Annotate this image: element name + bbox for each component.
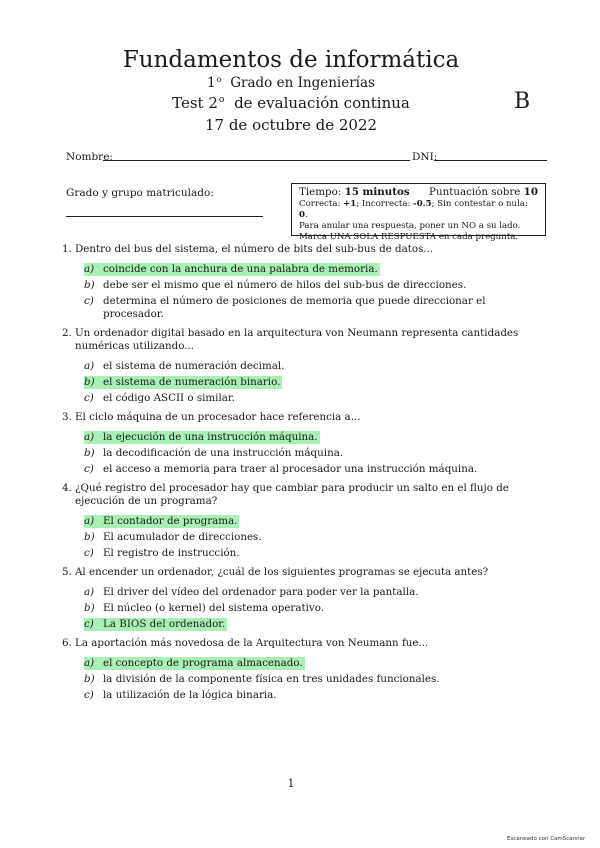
answer-content: [84, 531, 262, 544]
time-value: 15 minutos: [344, 186, 410, 198]
option-label: a): [84, 515, 95, 527]
grade-group-label: Grado y grupo matriculado:: [66, 187, 214, 199]
test-line: [0, 93, 582, 113]
score-value: 10: [523, 186, 538, 198]
question-5: [62, 566, 537, 631]
dni-label: DNI:: [412, 151, 438, 163]
answer-content: [84, 447, 343, 460]
question-text: Un ordenador digital basado en la arquitectura von Neumann representa cantidades numéricas utilizando...: [75, 327, 519, 352]
highlighted-answer: [84, 263, 380, 276]
name-label: Nombre:: [66, 151, 113, 163]
question-2: [62, 327, 537, 405]
cancel-instruction: Para anular una respuesta, poner un NO a su lado.: [299, 221, 521, 231]
name-field-line[interactable]: [103, 160, 410, 161]
option-label: a): [84, 263, 95, 275]
answer-option[interactable]: [84, 689, 537, 702]
question-stem: [62, 243, 537, 256]
question-text: ¿Qué registro del procesador hay que cambiar para producir un salto en el flujo de ejecución de un programa?: [75, 482, 509, 507]
score-label: Puntuación sobre: [429, 186, 521, 198]
answer-option[interactable]: [84, 531, 537, 544]
highlighted-answer: [84, 515, 239, 528]
question-4: [62, 482, 537, 560]
option-list: [84, 657, 537, 702]
option-label: c): [84, 463, 94, 475]
scoring-rules: [299, 199, 538, 221]
option-label: b): [84, 376, 95, 388]
test-name: de evaluación continua: [234, 94, 410, 112]
degree-ordinal: o: [216, 73, 222, 84]
correct-label: Correcta:: [299, 199, 341, 209]
question-stem: [62, 637, 537, 650]
blank-label: ; Sin contestar o nula:: [431, 199, 528, 209]
option-label: b): [84, 279, 95, 291]
option-text: El driver del vídeo del ordenador para poder ver la pantalla.: [103, 586, 419, 598]
answer-option[interactable]: [84, 431, 537, 444]
answer-option[interactable]: [84, 376, 537, 389]
answer-option[interactable]: [84, 360, 537, 373]
page-number: 1: [287, 777, 295, 790]
option-text: El acumulador de direcciones.: [103, 531, 262, 543]
answer-content: [84, 547, 240, 560]
question-number: 3.: [62, 411, 72, 423]
incorrect-value: -0.5: [413, 199, 432, 209]
answer-option[interactable]: [84, 392, 537, 405]
question-stem: [62, 566, 537, 579]
time-info: [299, 186, 410, 199]
option-text: el acceso a memoria para traer al procesador una instrucción máquina.: [103, 463, 478, 475]
option-label: a): [84, 431, 95, 443]
period: .: [304, 210, 308, 220]
correct-value: +1: [343, 199, 357, 209]
test-ordinal: o: [218, 94, 225, 106]
answer-option[interactable]: [84, 586, 537, 599]
answer-content: [84, 360, 284, 373]
answer-option[interactable]: [84, 602, 537, 615]
option-text: la decodificación de una instrucción máquina.: [103, 447, 344, 459]
option-label: c): [84, 392, 94, 404]
highlighted-answer: [84, 431, 320, 444]
option-list: [84, 515, 537, 560]
degree-number: 1: [207, 75, 216, 91]
dni-field-line[interactable]: [434, 160, 547, 161]
answer-content: [84, 602, 324, 615]
option-list: [84, 431, 537, 476]
option-text: la utilización de la lógica binaria.: [103, 689, 277, 701]
degree-line: [0, 74, 582, 92]
option-label: b): [84, 602, 95, 614]
exam-date: 17 de octubre de 2022: [204, 116, 378, 134]
option-label: c): [84, 689, 94, 701]
answer-option[interactable]: [84, 618, 537, 631]
option-label: b): [84, 673, 95, 685]
option-text: El núcleo (o kernel) del sistema operativo.: [103, 602, 325, 614]
answer-option[interactable]: [84, 263, 537, 276]
highlighted-answer: [84, 618, 227, 631]
test-number: Test 2: [172, 94, 218, 112]
grade-group-field-line[interactable]: [66, 216, 263, 217]
option-text: la ejecución de una instrucción máquina.: [103, 431, 318, 443]
question-3: [62, 411, 537, 476]
scanner-watermark: Escaneado con CamScanner: [507, 836, 586, 842]
option-text: el concepto de programa almacenado.: [103, 657, 303, 669]
option-text: el sistema de numeración binario.: [103, 376, 281, 388]
question-stem: [62, 411, 537, 424]
option-label: a): [84, 586, 95, 598]
option-text: El contador de programa.: [103, 515, 238, 527]
answer-option[interactable]: [84, 657, 537, 670]
answer-content: [84, 586, 419, 599]
option-text: El registro de instrucción.: [103, 547, 240, 559]
question-text: La aportación más novedosa de la Arquitectura von Neumann fue...: [75, 637, 429, 649]
degree-name: Grado en Ingenierías: [230, 75, 375, 91]
instructions-box: [291, 183, 546, 242]
highlighted-answer: [84, 657, 305, 670]
answer-option[interactable]: [84, 279, 537, 292]
question-text: Dentro del bus del sistema, el número de bits del sub-bus de datos...: [75, 243, 434, 255]
question-1: [62, 243, 537, 321]
question-number: 4.: [62, 482, 72, 494]
option-text: el sistema de numeración decimal.: [103, 360, 285, 372]
question-stem: [62, 482, 537, 508]
option-label: b): [84, 447, 95, 459]
answer-option[interactable]: [84, 447, 537, 460]
option-text: la división de la componente física en tres unidades funcionales.: [103, 673, 440, 685]
option-label: b): [84, 531, 95, 543]
question-list: [62, 243, 537, 708]
answer-option[interactable]: [84, 295, 537, 321]
option-text: debe ser el mismo que el número de hilos del sub-bus de direcciones.: [103, 279, 467, 291]
exam-version-letter: B: [514, 89, 531, 114]
answer-content: [84, 279, 466, 292]
question-text: El ciclo máquina de un procesador hace referencia a...: [75, 411, 361, 423]
single-answer-instruction: Marca UNA SOLA RESPUESTA en cada pregunta.: [299, 232, 519, 242]
answer-option[interactable]: [84, 515, 537, 528]
answer-option[interactable]: [84, 547, 537, 560]
option-list: [84, 586, 537, 631]
answer-content: [84, 689, 277, 702]
option-text: determina el número de posiciones de memoria que puede direccionar el procesador.: [103, 295, 486, 320]
question-number: 6.: [62, 637, 72, 649]
option-label: a): [84, 360, 95, 372]
option-label: c): [84, 618, 94, 630]
answer-option[interactable]: [84, 673, 537, 686]
incorrect-label: ; Incorrecta:: [356, 199, 411, 209]
option-list: [84, 263, 537, 321]
option-list: [84, 360, 537, 405]
question-number: 1.: [62, 243, 72, 255]
answer-content: [84, 392, 235, 405]
question-number: 5.: [62, 566, 72, 578]
time-score-row: [299, 186, 538, 199]
blank-value: 0: [299, 210, 305, 220]
option-text: La BIOS del ordenador.: [103, 618, 226, 630]
time-label: Tiempo:: [299, 186, 342, 198]
option-label: a): [84, 657, 95, 669]
option-text: el código ASCII o similar.: [103, 392, 235, 404]
option-label: c): [84, 547, 94, 559]
option-text: coincide con la anchura de una palabra de memoria.: [103, 263, 378, 275]
answer-content: [84, 295, 537, 321]
question-stem: [62, 327, 537, 353]
highlighted-answer: [84, 376, 282, 389]
score-info: [429, 186, 538, 199]
answer-content: [84, 463, 477, 476]
question-text: Al encender un ordenador, ¿cuál de los siguientes programas se ejecuta antes?: [75, 566, 489, 578]
answer-option[interactable]: [84, 463, 537, 476]
question-number: 2.: [62, 327, 72, 339]
question-6: [62, 637, 537, 702]
exam-title: Fundamentos de informática: [122, 47, 460, 73]
option-label: c): [84, 295, 94, 307]
answer-content: [84, 673, 440, 686]
